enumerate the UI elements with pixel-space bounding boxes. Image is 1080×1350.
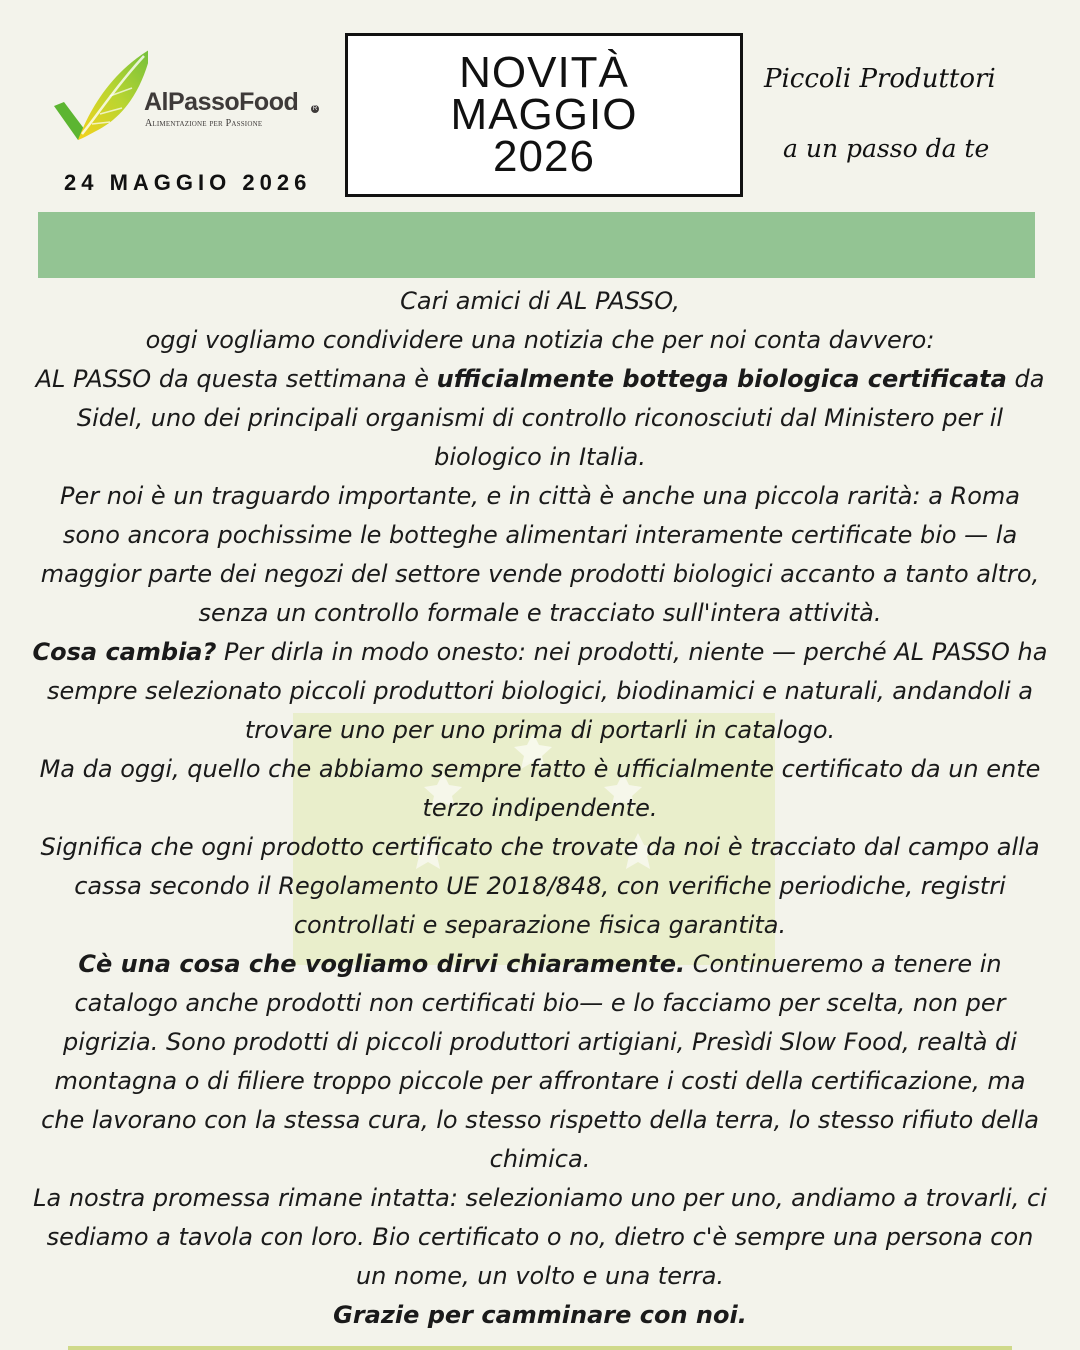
green-banner (38, 212, 1035, 278)
p1-text-start: AL PASSO da questa settimana è (35, 365, 437, 393)
paragraph-what-changes (30, 633, 1050, 750)
logo-brand-name: AlPassoFood (144, 88, 299, 116)
p6-bold-statement: Cè una cosa che vogliamo dirvi chiaramente. (78, 950, 686, 978)
slogan-line-2: a un passo da te (783, 134, 990, 163)
bottom-divider (68, 1346, 1012, 1350)
brand-logo (48, 44, 333, 159)
paragraph-milestone: Per noi è un traguardo importante, e in città è anche una piccola rarità: a Roma sono ancora pochissime le botteghe alimentari interamente certificate bio — la maggior parte dei negozi del settore vende prodotti biologici accanto a tanto altro, senza un controllo formale e tracciato sull'intera attività. (40, 482, 1040, 627)
title-line-2: MAGGIO (450, 90, 638, 139)
p6-text: Continueremo a tenere in catalogo anche prodotti non certificati bio— e lo facciamo per scelta, non per pigrizia. Sono prodotti di piccoli produttori artigiani, Presìdi Slow Food, realtà di montagna o di filiere troppo piccole per affrontare i costi della certificazione, ma che lavorano con la stessa cura, lo stesso rispetto della terra, lo stesso rifiuto della chimica. (41, 950, 1039, 1173)
p1-bold-highlight: ufficialmente bottega biologica certificata (436, 365, 1007, 393)
paragraph-traceability: Significa che ogni prodotto certificato che trovate da noi è tracciato dal campo alla cassa secondo il Regolamento UE 2018/848, con verifiche periodiche, registri controllati e separazione fisica garantita. (40, 833, 1040, 939)
slogan-line-1: Piccoli Produttori (764, 64, 996, 94)
registered-mark: R (312, 106, 318, 112)
title-line-3: 2026 (493, 132, 595, 181)
paragraph-promise: La nostra promessa rimane intatta: selezioniamo uno per uno, andiamo a trovarli, ci sediamo a tavola con loro. Bio certificato o no, dietro c'è sempre una persona con un nome, un volto e una terra. (33, 1184, 1047, 1290)
title-line-1: NOVITÀ (459, 48, 629, 97)
article-body (30, 282, 1050, 1335)
greeting: Cari amici di AL PASSO, (400, 287, 680, 315)
paragraph-non-certified (30, 945, 1050, 1179)
p3-text: Per dirla in modo onesto: nei prodotti, niente — perché AL PASSO ha sempre selezionato piccoli produttori biologici, biodinamici e naturali, andandoli a trovare uno per uno prima di portarli in catalogo. (47, 638, 1048, 744)
leaf-check-icon (48, 44, 148, 154)
intro-line: oggi vogliamo condividere una notizia che per noi conta davvero: (145, 326, 935, 354)
logo-tagline: Alimentazione per Passione (145, 118, 263, 129)
paragraph-certification (30, 360, 1050, 477)
closing-bold: Grazie per camminare con noi. (333, 1301, 747, 1329)
paragraph-certified-today: Ma da oggi, quello che abbiamo sempre fatto è ufficialmente certificato da un ente terzo indipendente. (39, 755, 1041, 822)
title-box (345, 33, 743, 197)
p3-bold-question: Cosa cambia? (32, 638, 217, 666)
closing-line (30, 1296, 1050, 1335)
p1-text-end: da Sidel, uno dei principali organismi di controllo riconosciuti dal Ministero per il biologico in Italia. (76, 365, 1045, 471)
publication-date: 24 MAGGIO 2026 (64, 170, 312, 195)
